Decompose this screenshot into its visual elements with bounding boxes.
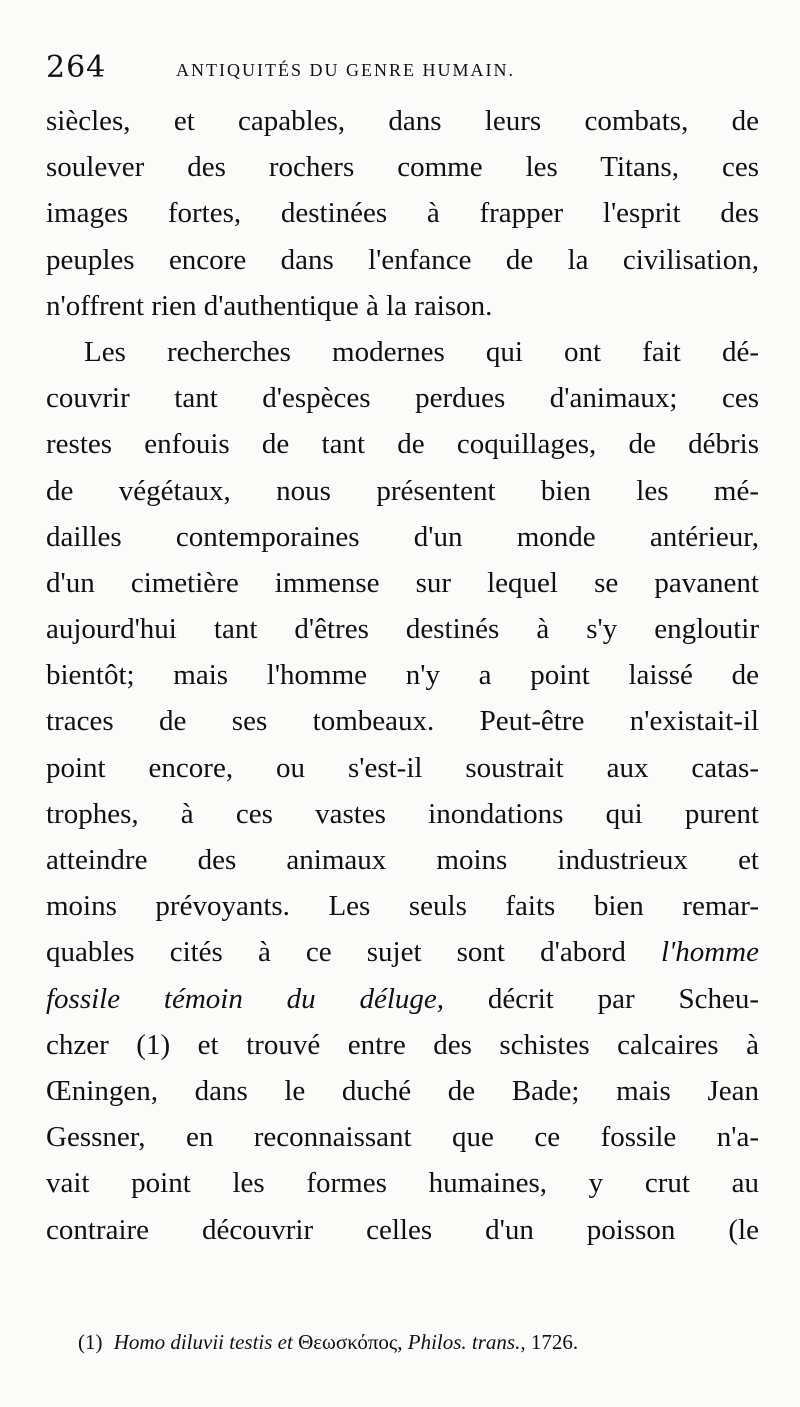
footnote-source: Philos. trans.,	[407, 1330, 526, 1354]
italic-segment: fossile témoin du déluge,	[46, 982, 445, 1015]
text-line: atteindre des animaux moins industrieux et	[46, 844, 759, 876]
text-line: siècles, et capables, dans leurs combats, de	[46, 105, 759, 137]
text-line: Les recherches modernes qui ont fait dé-	[84, 335, 759, 368]
text-line: d'un cimetière immense sur lequel se pavanent	[46, 566, 759, 599]
text-line: soulever des rochers comme les Titans, ces	[46, 151, 759, 184]
text-line: contraire découvrir celles d'un poisson (le	[46, 1213, 759, 1246]
italic-segment: l'homme	[660, 936, 759, 969]
text-line: vait point les formes humaines, y crut au	[46, 1167, 759, 1200]
text-line: de végétaux, nous présentent bien les mé-	[46, 474, 759, 507]
footnote-year: 1726.	[530, 1330, 579, 1354]
text-line: peuples encore dans l'enfance de la civilisation,	[46, 243, 759, 276]
footnote	[78, 1330, 758, 1355]
page-header	[46, 50, 761, 90]
text-line: traces de ses tombeaux. Peut-être n'existait-il	[46, 705, 759, 738]
text-line: moins prévoyants. Les seuls faits bien remar-	[46, 890, 759, 923]
running-head: ANTIQUITÉS DU GENRE HUMAIN.	[176, 60, 515, 80]
page-number: 264	[46, 50, 107, 85]
text-segment: décrit par Scheu-	[487, 982, 760, 1015]
text-line-mixed	[46, 929, 759, 975]
text-line: aujourd'hui tant d'êtres destinés à s'y engloutir	[46, 613, 759, 646]
text-line-mixed	[46, 976, 759, 1022]
text-line: images fortes, destinées à frapper l'esprit des	[46, 197, 759, 230]
text-line: dailles contemporaines d'un monde antérieur,	[46, 520, 759, 553]
footnote-greek: Θεωσκόπος,	[298, 1330, 403, 1354]
footnote-mark: (1)	[78, 1330, 103, 1354]
text-line: point encore, ou s'est-il soustrait aux catas-	[46, 751, 759, 784]
body-text	[46, 98, 759, 1253]
footnote-italic-text: Homo diluvii testis et	[113, 1330, 293, 1354]
text-line: Œningen, dans le duché de Bade; mais Jean	[46, 1074, 759, 1107]
text-line: bientôt; mais l'homme n'y a point laissé de	[46, 659, 759, 692]
text-line: Gessner, en reconnaissant que ce fossile n'a-	[46, 1121, 759, 1154]
text-line: trophes, à ces vastes inondations qui purent	[46, 797, 759, 830]
text-line: couvrir tant d'espèces perdues d'animaux; ces	[46, 382, 759, 415]
text-line: n'offrent rien d'authentique à la raison.	[46, 289, 493, 322]
text-line: restes enfouis de tant de coquillages, de débris	[46, 428, 759, 461]
text-segment: quables cités à ce sujet sont d'abord	[46, 936, 626, 969]
text-line: chzer (1) et trouvé entre des schistes calcaires à	[46, 1028, 759, 1061]
